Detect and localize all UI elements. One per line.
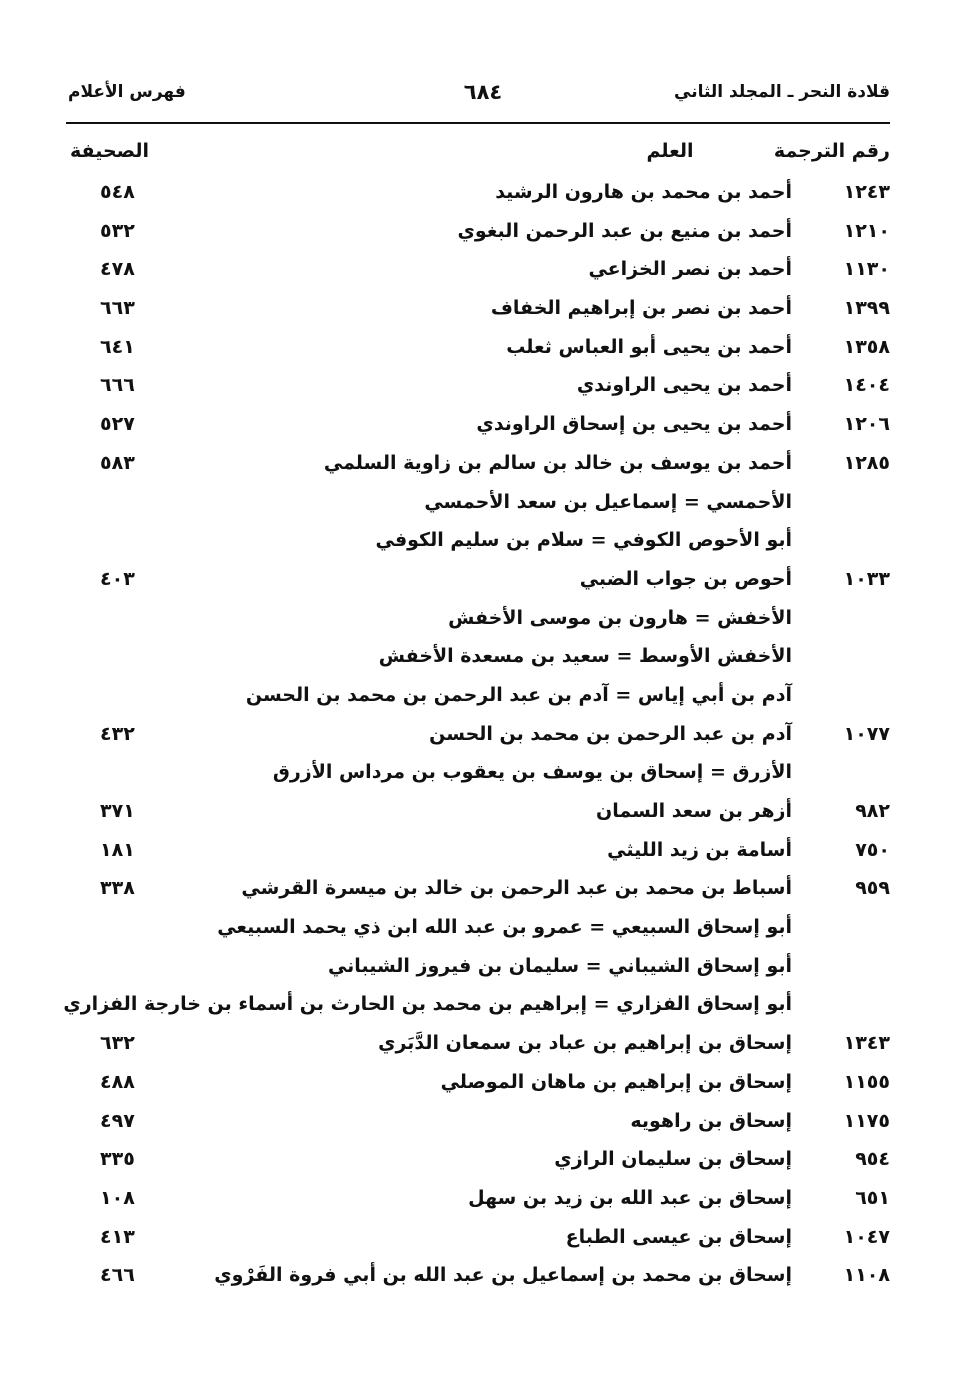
entry-number: ١٢٤٣ [843,181,890,203]
entry-name: أبو إسحاق السبيعي = عمرو بن عبد الله ابن ذي يحمد السبيعي [217,916,792,939]
entry-page: ٥٣٢ [100,219,135,242]
index-entry [0,949,956,988]
header-rule [66,122,890,124]
entry-page: ١٠٨ [100,1186,135,1209]
entry-name: أسامة بن زيد الليثي [607,838,792,861]
entry-name: أحمد بن يوسف بن خالد بن سالم بن زاوية السلمي [323,451,792,474]
entry-number: ١٢١٠ [843,219,890,242]
entry-page: ٥٢٧ [100,413,135,436]
index-entry [0,678,956,717]
entry-name: إسحاق بن إبراهيم بن ماهان الموصلي [440,1070,792,1093]
index-entry [0,523,956,562]
index-entry [0,717,956,756]
index-entry [0,1104,956,1143]
entry-name: إسحاق بن محمد بن إسماعيل بن عبد الله بن أبي فروة الفَرْوي [214,1264,792,1287]
page-number: ٦٨٤ [463,80,503,104]
entry-name: إسحاق بن إبراهيم بن عباد بن سمعان الدَّبَري [378,1032,792,1055]
entry-number: ١٣٥٨ [843,335,890,358]
entry-name: أبو إسحاق الفزاري = إبراهيم بن محمد بن الحارث بن أسماء بن خارجة الفزاري [63,993,792,1016]
index-entry [0,1026,956,1065]
entry-name: أحوص بن جواب الضبي [579,567,792,590]
entry-page: ٣٧١ [100,800,135,822]
entry-number: ١١٠٨ [843,1264,890,1287]
entry-number: ١٠٤٧ [843,1225,890,1248]
entry-name: إسحاق بن عبد الله بن زيد بن سهل [468,1186,792,1209]
entry-number: ٧٥٠ [855,838,890,861]
entry-number: ١٢٨٥ [843,451,890,474]
entry-name: الأخفش الأوسط = سعيد بن مسعدة الأخفش [378,645,792,668]
index-entry [0,1181,956,1220]
index-entry [0,1142,956,1181]
entry-page: ٥٤٨ [100,181,135,203]
index-entry [0,755,956,794]
index-entry [0,794,956,833]
index-entries [0,175,956,1297]
running-header-book-title: قلادة النحر ـ المجلد الثاني [674,82,890,102]
column-header-number: رقم الترجمة [773,140,890,162]
entry-page: ٤٠٣ [100,567,135,590]
index-entry [0,291,956,330]
entry-name: أحمد بن نصر بن إبراهيم الخفاف [490,297,792,320]
entry-page: ٥٨٣ [100,451,135,474]
entry-page: ٤٣٢ [100,722,135,745]
entry-name: أزهر بن سعد السمان [596,800,792,822]
entry-page: ٤٦٦ [100,1264,135,1287]
column-header-name: العلم [646,140,694,162]
index-entry [0,833,956,872]
index-entry [0,330,956,369]
entry-name: إسحاق بن راهويه [630,1109,792,1132]
entry-number: ٦٥١ [855,1186,890,1209]
entry-name: أحمد بن نصر الخزاعي [588,258,792,281]
index-entry [0,252,956,291]
entry-name: أحمد بن يحيى الراوندي [576,374,792,397]
entry-name: الأحمسي = إسماعيل بن سعد الأحمسي [424,490,792,513]
entry-page: ٤٨٨ [100,1070,135,1093]
entry-number: ١١٥٥ [843,1070,890,1093]
index-entry [0,368,956,407]
entry-name: أحمد بن منيع بن عبد الرحمن البغوي [457,219,792,242]
entry-page: ٦٦٣ [100,297,135,320]
running-header-section: فهرس الأعلام [68,82,186,102]
entry-page: ٤٧٨ [100,258,135,281]
entry-name: آدم بن أبي إياس = آدم بن عبد الرحمن بن محمد بن الحسن [245,683,792,706]
entry-number: ١١٣٠ [843,258,890,281]
index-entry [0,987,956,1026]
index-entry [0,910,956,949]
entry-page: ٦٦٦ [100,374,135,397]
index-entry [0,639,956,678]
entry-number: ١٢٠٦ [843,413,890,436]
entry-page: ٣٣٨ [100,877,135,900]
entry-page: ٦٣٢ [100,1032,135,1055]
entry-name: إسحاق بن سليمان الرازي [554,1148,792,1171]
entry-name: الأزرق = إسحاق بن يوسف بن يعقوب بن مرداس الأزرق [272,761,792,784]
entry-page: ٤١٣ [100,1225,135,1248]
entry-name: آدم بن عبد الرحمن بن محمد بن الحسن [429,722,792,745]
entry-name: أحمد بن محمد بن هارون الرشيد [495,181,792,203]
entry-name: أحمد بن يحيى أبو العباس ثعلب [506,335,792,358]
entry-number: ١٤٠٤ [843,374,890,397]
entry-number: ١١٧٥ [843,1109,890,1132]
entry-number: ٩٥٩ [855,877,890,900]
entry-number: ١٠٧٧ [843,722,890,745]
entry-page: ٣٣٥ [100,1148,135,1171]
index-entry [0,1220,956,1259]
index-entry [0,485,956,524]
column-header-page: الصحيفة [70,140,150,162]
index-entry [0,1065,956,1104]
entry-name: أسباط بن محمد بن عبد الرحمن بن خالد بن ميسرة القرشي [241,877,792,900]
entry-name: أبو إسحاق الشيباني = سليمان بن فيروز الشيباني [327,954,792,977]
entry-page: ٦٤١ [100,335,135,358]
entry-name: إسحاق بن عيسى الطباع [565,1225,792,1248]
index-entry [0,407,956,446]
entry-number: ١٣٩٩ [843,297,890,320]
entry-number: ٩٨٢ [855,800,890,822]
entry-name: الأخفش = هارون بن موسى الأخفش [448,606,792,629]
entry-number: ٩٥٤ [855,1148,890,1171]
index-entry [0,562,956,601]
index-entry [0,871,956,910]
entry-page: ١٨١ [100,838,135,861]
entry-number: ١٠٣٣ [843,567,890,590]
index-entry [0,214,956,253]
index-entry [0,175,956,214]
entry-name: أبو الأحوص الكوفي = سلام بن سليم الكوفي [375,529,792,552]
entry-number: ١٣٤٣ [843,1032,890,1055]
index-entry [0,446,956,485]
entry-page: ٤٩٧ [100,1109,135,1132]
index-entry [0,1258,956,1297]
index-entry [0,601,956,640]
entry-name: أحمد بن يحيى بن إسحاق الراوندي [476,413,792,436]
